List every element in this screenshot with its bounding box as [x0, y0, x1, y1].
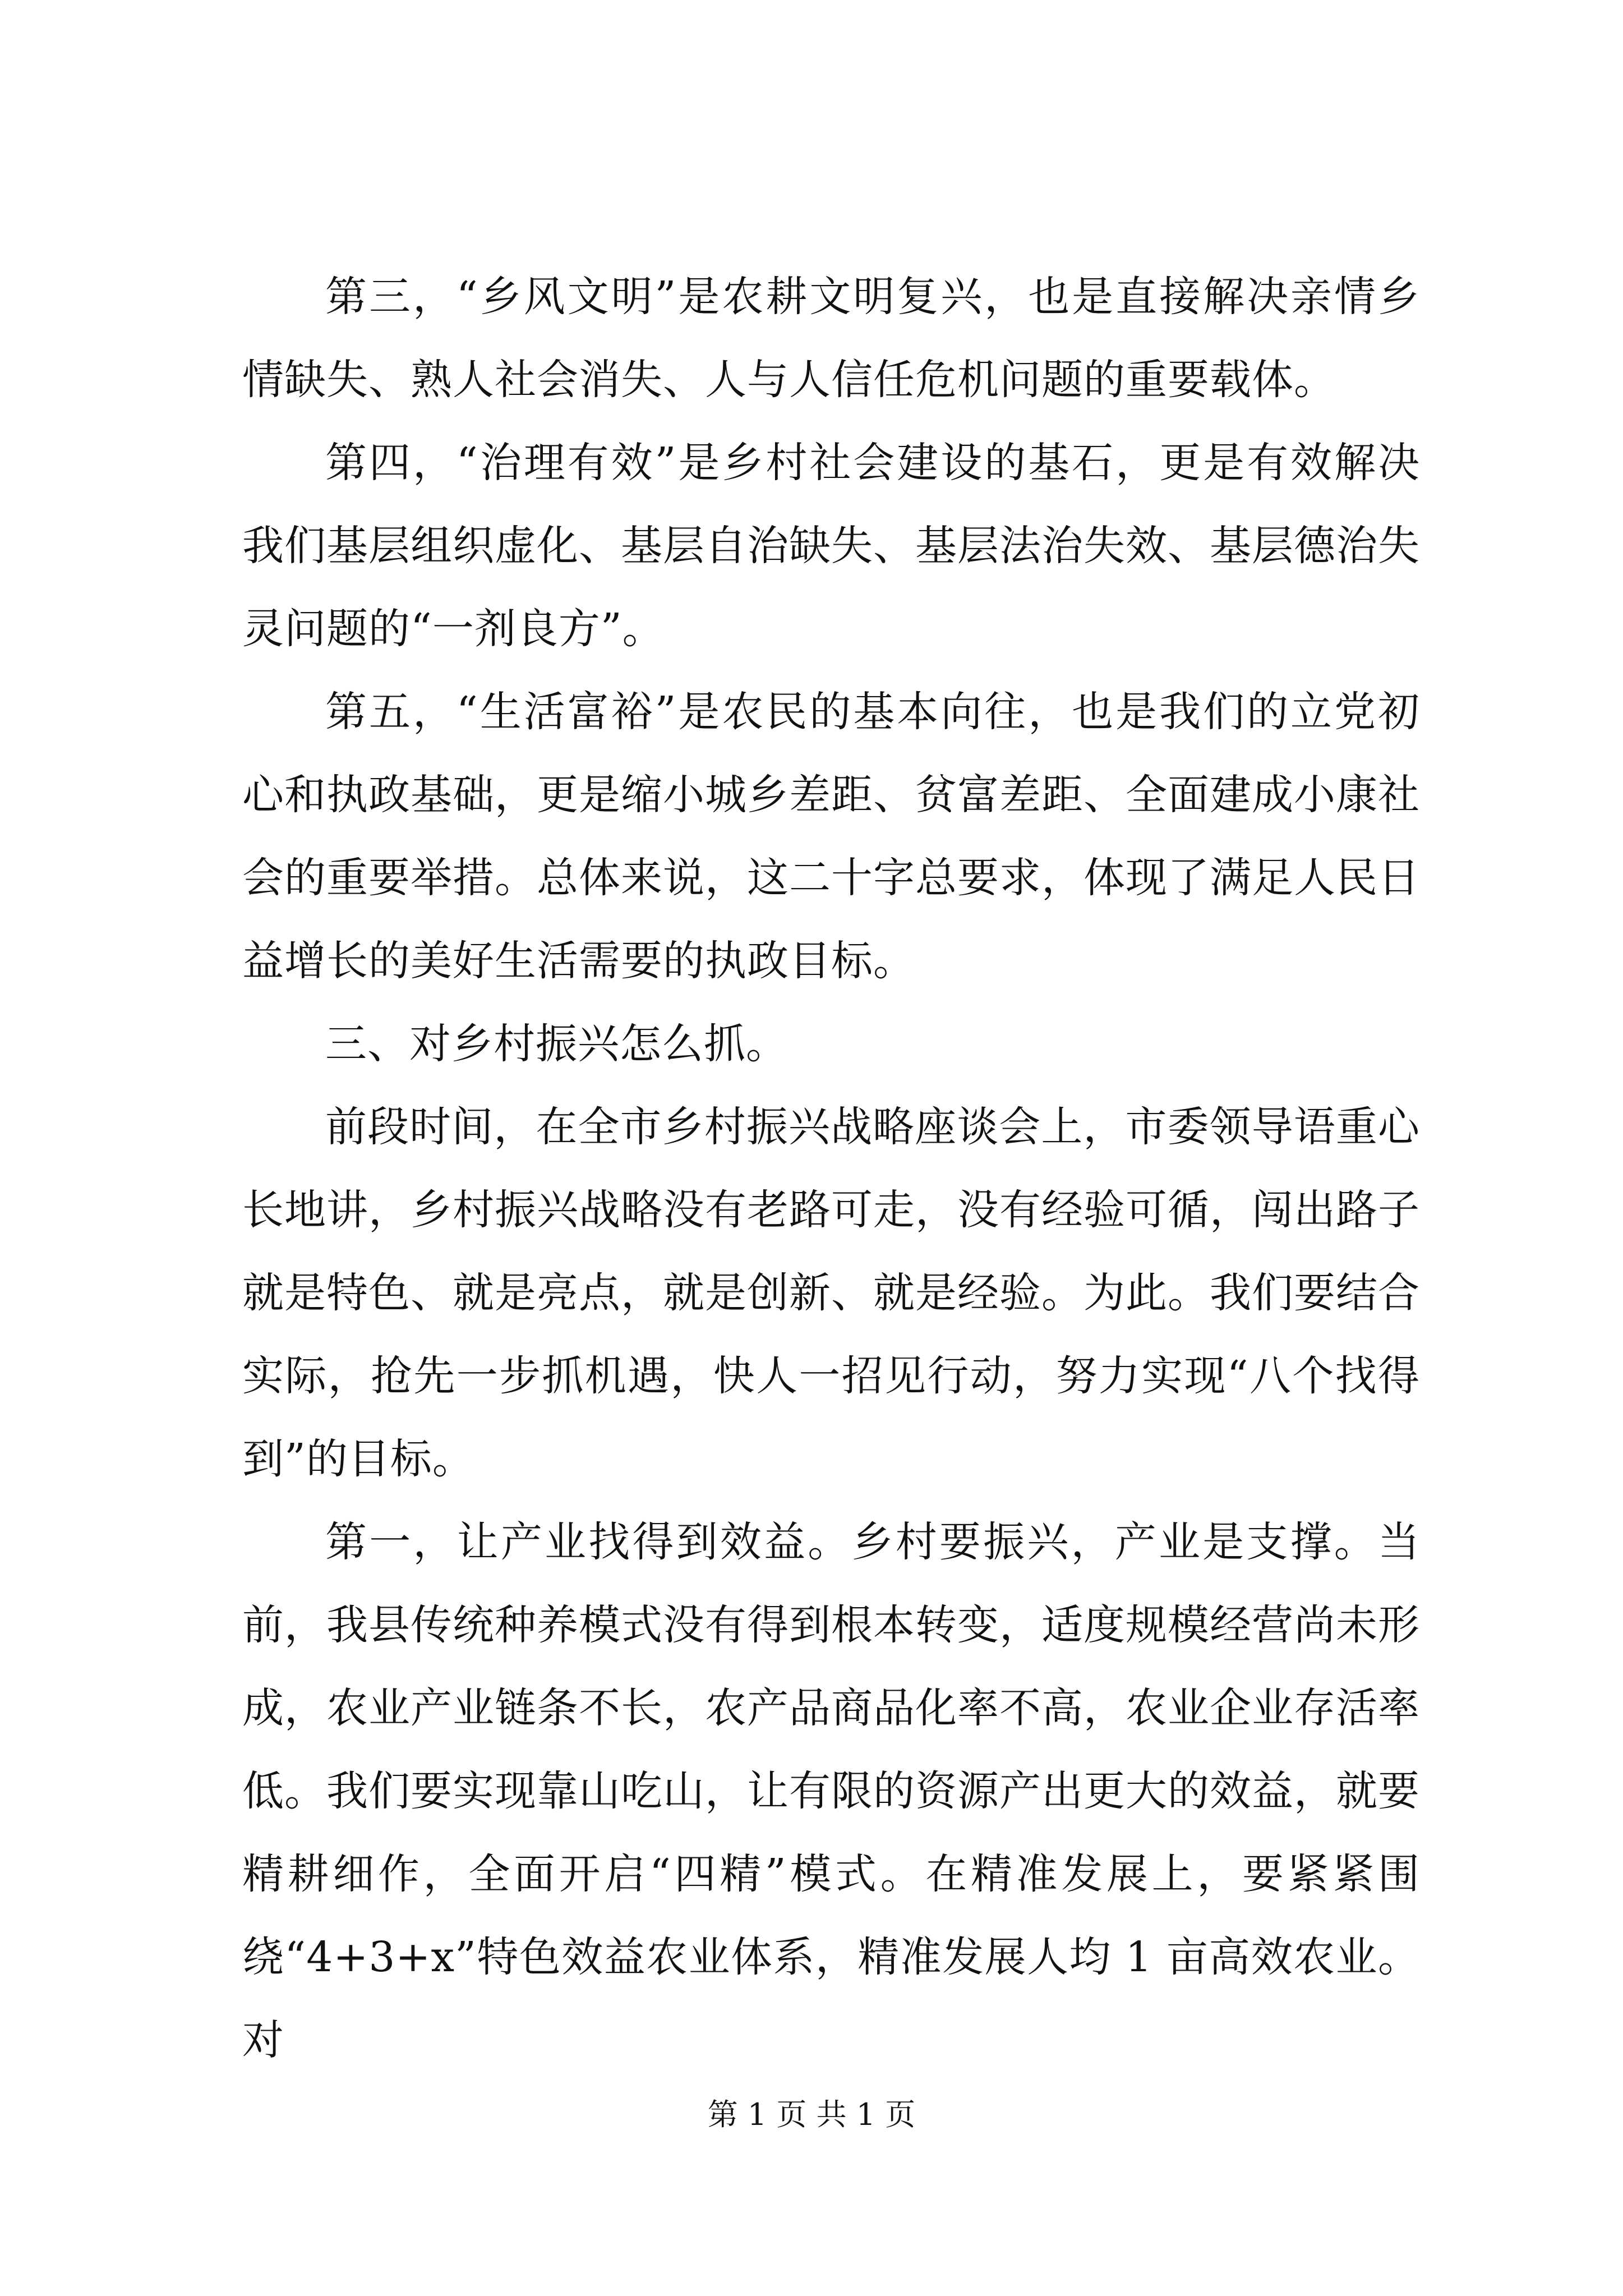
paragraph-shenghuo-fuyu: 第五，“生活富裕”是农民的基本向往，也是我们的立党初心和执政基础，更是缩小城乡差距、贫富差距、全面建成小康社会的重要举措。总体来说，这二十字总要求，体现了满足人民日益增长的美好生活需要的执政目标。: [242, 688, 1420, 985]
section-heading-how-to-grasp: 三、对乡村振兴怎么抓。: [325, 1020, 788, 1068]
paragraph-xiangfeng-wenming: 第三，“乡风文明”是农耕文明复兴，也是直接解决亲情乡情缺失、熟人社会消失、人与人信任危机问题的重要载体。: [242, 273, 1420, 404]
paragraph-industry-benefits: 第一，让产业找得到效益。乡村要振兴，产业是支撑。当前，我县传统种养模式没有得到根本转变，适度规模经营尚未形成，农业产业链条不长，农产品商品化率不高，农业企业存活率低。我们要实现靠山吃山，让有限的资源产出更大的效益，就要精耕细作，全面开启“四精”模式。在精准发展上，要紧紧围绕“4+3+x”特色效益农业体系，精准发展人均 1 亩高效农业。对: [242, 1518, 1420, 2064]
paragraph-city-symposium: 前段时间，在全市乡村振兴战略座谈会上，市委领导语重心长地讲，乡村振兴战略没有老路可走，没有经验可循，闯出路子就是特色、就是亮点，就是创新、就是经验。为此。我们要结合实际，抢先一步抓机遇，快人一招见行动，努力实现“八个找得到”的目标。: [242, 1103, 1420, 1483]
document-body: [242, 255, 1420, 2082]
paragraph-zhili-youxiao: 第四，“治理有效”是乡村社会建设的基石，更是有效解决我们基层组织虚化、基层自治缺失、基层法治失效、基层德治失灵问题的“一剂良方”。: [242, 439, 1420, 653]
page-footer: 第 1 页 共 1 页: [707, 2097, 916, 2132]
